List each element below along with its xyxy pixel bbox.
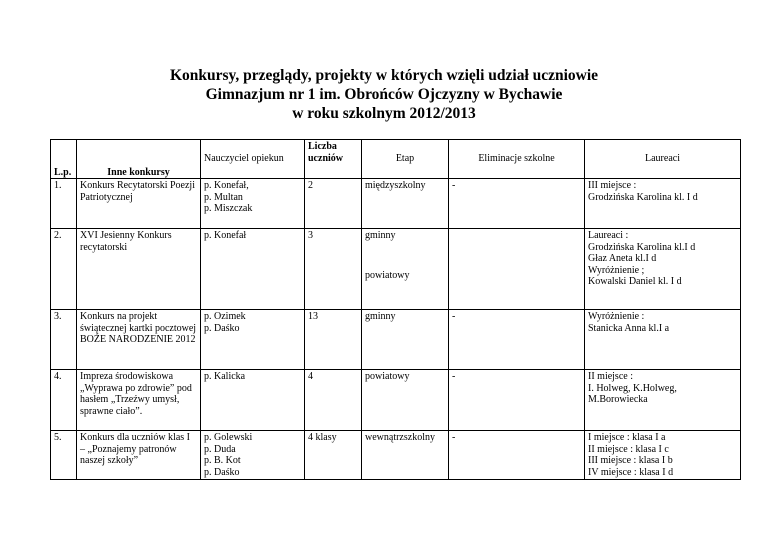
title-line-3: w roku szkolnym 2012/2013: [292, 105, 476, 122]
teacher-name: p. Miszczak: [204, 203, 253, 214]
teacher-name: p. Multan: [204, 191, 243, 203]
winner-line: III miejsce : klasa I b: [588, 455, 673, 466]
stage-text: powiatowy: [365, 269, 410, 281]
cell-liczba: 13: [305, 310, 362, 370]
winner-line: Grodzińska Karolina kl.I d: [588, 241, 696, 253]
teacher-name: p. Daśko: [204, 322, 240, 334]
winner-line: M.Borowiecka: [588, 394, 648, 405]
winner-line: III miejsce :: [588, 180, 637, 191]
winner-line: Głaz Aneta kl.I d: [588, 253, 657, 264]
cell-liczba: 3: [305, 229, 362, 310]
cell-etap: [362, 179, 449, 229]
cell-etap: [362, 229, 449, 310]
winner-line: Wyróżnienie ;: [588, 264, 645, 276]
stage-spacer: [365, 256, 445, 270]
contests-table: [50, 139, 741, 480]
stage-text: wewnątrzszkolny: [365, 432, 435, 443]
winner-line: II miejsce : klasa I c: [588, 443, 669, 455]
cell-eliminacje: -: [449, 310, 585, 370]
cell-eliminacje: [449, 229, 585, 310]
winner-line: Grodzińska Karolina kl. I d: [588, 191, 698, 203]
table-row: [51, 229, 741, 310]
teacher-name: p. Kalicka: [204, 371, 246, 382]
winner-line: II miejsce :: [588, 371, 633, 382]
cell-liczba: 4 klasy: [305, 431, 362, 480]
teacher-name: p. B. Kot: [204, 455, 241, 466]
stage-text: powiatowy: [365, 371, 410, 382]
cell-etap: [362, 370, 449, 431]
stage-text: gminny: [365, 311, 396, 322]
cell-konkurs: Konkurs Recytatorski Poezji Patriotycznej: [77, 179, 201, 229]
cell-lp: 1.: [51, 179, 77, 229]
cell-nauczyciel: [201, 431, 305, 480]
table-row: [51, 431, 741, 480]
header-konkurs: Inne konkursy: [77, 140, 201, 179]
winner-line: IV miejsce : klasa I d: [588, 466, 674, 478]
stage-text: gminny: [365, 230, 396, 241]
cell-konkurs: XVI Jesienny Konkurs recytatorski: [77, 229, 201, 310]
cell-laureaci: [585, 431, 741, 480]
winner-line: Kowalski Daniel kl. I d: [588, 276, 682, 287]
cell-nauczyciel: [201, 370, 305, 431]
cell-liczba: 4: [305, 370, 362, 431]
cell-laureaci: [585, 229, 741, 310]
stage-spacer: [365, 242, 445, 256]
table-row: [51, 179, 741, 229]
cell-eliminacje: -: [449, 179, 585, 229]
title-line-2: Gimnazjum nr 1 im. Obrońców Ojczyzny w Bychawie: [205, 86, 563, 103]
cell-konkurs: Konkurs na projekt świątecznej kartki pocztowej BOŻE NARODZENIE 2012: [77, 310, 201, 370]
cell-eliminacje: -: [449, 431, 585, 480]
cell-laureaci: [585, 370, 741, 431]
cell-konkurs: Impreza środowiskowa „Wyprawa po zdrowie” pod hasłem „Trzeźwy umysł, sprawne ciało”.: [77, 370, 201, 431]
teacher-name: p. Duda: [204, 443, 236, 455]
teacher-name: p. Golewski: [204, 432, 253, 443]
cell-eliminacje: -: [449, 370, 585, 431]
teacher-name: p. Konefał: [204, 230, 247, 241]
table-row: [51, 310, 741, 370]
header-row: [51, 140, 741, 179]
stage-text: międzyszkolny: [365, 180, 426, 191]
cell-etap: [362, 310, 449, 370]
header-lp: L.p.: [51, 140, 77, 179]
header-eliminacje: Eliminacje szkolne: [449, 140, 585, 179]
document-title: [0, 66, 768, 123]
cell-laureaci: [585, 179, 741, 229]
cell-nauczyciel: [201, 179, 305, 229]
cell-lp: 4.: [51, 370, 77, 431]
winner-line: Laureaci :: [588, 230, 629, 241]
winner-line: I. Holweg, K.Holweg,: [588, 382, 677, 394]
cell-liczba: 2: [305, 179, 362, 229]
title-line-1: Konkursy, przeglądy, projekty w których wzięli udział uczniowie: [169, 67, 599, 84]
header-laureaci: Laureaci: [585, 140, 741, 179]
cell-lp: 5.: [51, 431, 77, 480]
header-nauczyciel: Nauczyciel opiekun: [201, 140, 305, 179]
header-etap: Etap: [362, 140, 449, 179]
winner-line: I miejsce : klasa I a: [588, 432, 666, 443]
cell-etap: [362, 431, 449, 480]
cell-nauczyciel: [201, 310, 305, 370]
teacher-name: p. Daśko: [204, 466, 240, 478]
winner-line: Wyróżnienie :: [588, 311, 645, 322]
table-row: [51, 370, 741, 431]
winner-line: Stanicka Anna kl.I a: [588, 322, 670, 334]
teacher-name: p. Ozimek: [204, 311, 246, 322]
header-liczba-line2: uczniów: [308, 152, 343, 164]
cell-lp: 3.: [51, 310, 77, 370]
header-liczba: [305, 140, 362, 179]
teacher-name: p. Konefał,: [204, 180, 249, 191]
cell-lp: 2.: [51, 229, 77, 310]
cell-nauczyciel: [201, 229, 305, 310]
header-liczba-line1: Liczba: [308, 141, 337, 152]
cell-konkurs: Konkurs dla uczniów klas I – „Poznajemy patronów naszej szkoły”: [77, 431, 201, 480]
cell-laureaci: [585, 310, 741, 370]
